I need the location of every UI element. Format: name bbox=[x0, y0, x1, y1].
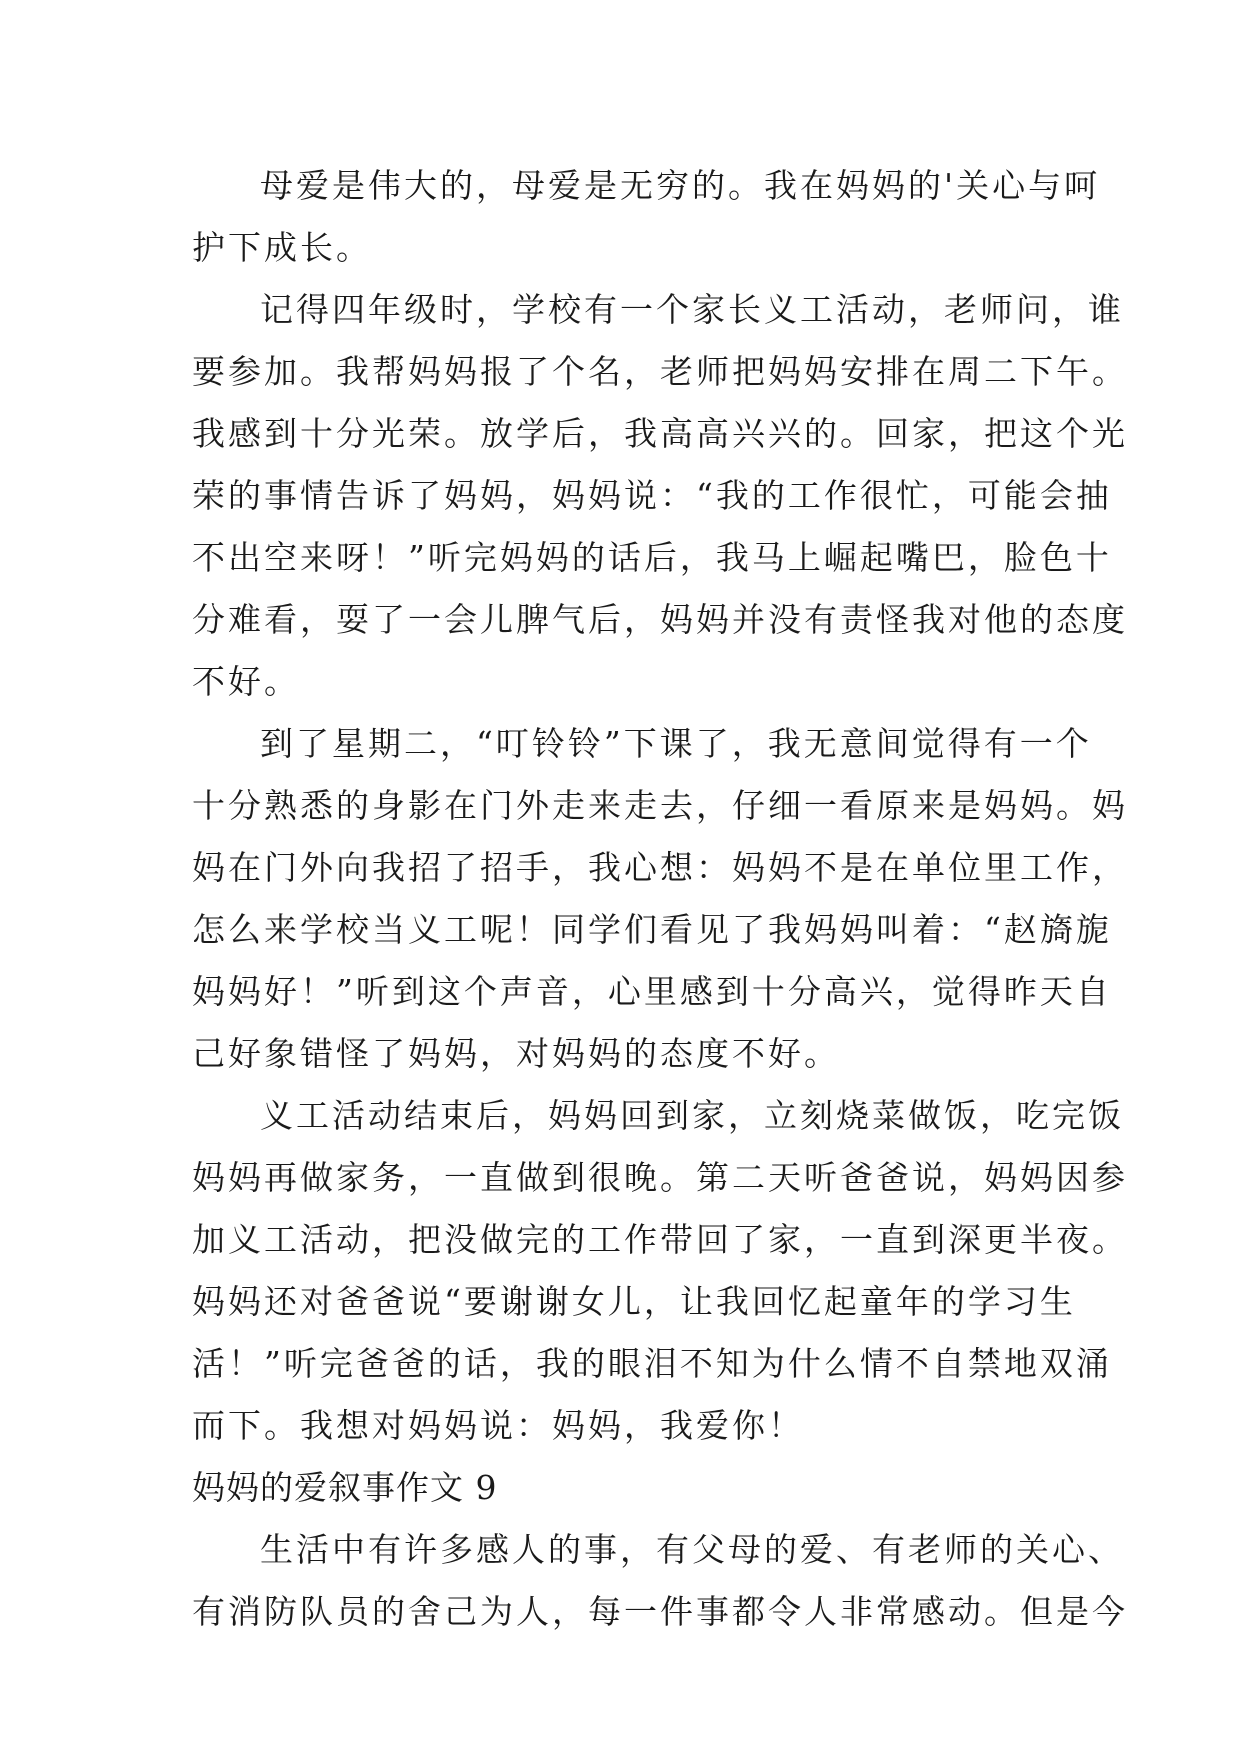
paragraph-line: 生活中有许多感人的事，有父母的爱、有老师的关心、 bbox=[260, 1530, 1124, 1569]
paragraph-line: 到了星期二，“叮铃铃”下课了，我无意间觉得有一个 bbox=[260, 724, 1092, 763]
paragraph-line: 护下成长。 bbox=[192, 228, 372, 267]
paragraph-line: 有消防队员的舍己为人，每一件事都令人非常感动。但是今 bbox=[192, 1592, 1128, 1631]
paragraph-line: 妈妈再做家务，一直做到很晚。第二天听爸爸说，妈妈因参 bbox=[192, 1158, 1128, 1197]
paragraph-line: 不出空来呀！”听完妈妈的话后，我马上崛起嘴巴，脸色十 bbox=[192, 538, 1112, 577]
paragraph-line: 十分熟悉的身影在门外走来走去，仔细一看原来是妈妈。妈 bbox=[192, 786, 1128, 825]
paragraph-line: 妈妈还对爸爸说“要谢谢女儿，让我回忆起童年的学习生 bbox=[192, 1282, 1076, 1321]
paragraph-line: 活！”听完爸爸的话，我的眼泪不知为什么情不自禁地双涌 bbox=[192, 1344, 1112, 1383]
paragraph-line: 而下。我想对妈妈说：妈妈，我爱你！ bbox=[192, 1406, 804, 1445]
paragraph-line: 怎么来学校当义工呢！同学们看见了我妈妈叫着：“赵旖旎 bbox=[192, 910, 1112, 949]
paragraph-line: 母爱是伟大的，母爱是无穷的。我在妈妈的'关心与呵 bbox=[260, 166, 1101, 205]
document-body bbox=[192, 155, 1128, 1643]
paragraph-line: 己好象错怪了妈妈，对妈妈的态度不好。 bbox=[192, 1034, 840, 1073]
paragraph-line: 要参加。我帮妈妈报了个名，老师把妈妈安排在周二下午。 bbox=[192, 352, 1128, 391]
paragraph-line: 妈妈好！”听到这个声音，心里感到十分高兴，觉得昨天自 bbox=[192, 972, 1112, 1011]
paragraph-line: 妈在门外向我招了招手，我心想：妈妈不是在单位里工作， bbox=[192, 848, 1128, 887]
paragraph-line: 义工活动结束后，妈妈回到家，立刻烧菜做饭，吃完饭 bbox=[260, 1096, 1124, 1135]
paragraph-line: 加义工活动，把没做完的工作带回了家，一直到深更半夜。 bbox=[192, 1220, 1128, 1259]
paragraph-line: 我感到十分光荣。放学后，我高高兴兴的。回家，把这个光 bbox=[192, 414, 1128, 453]
paragraph-line: 荣的事情告诉了妈妈，妈妈说：“我的工作很忙，可能会抽 bbox=[192, 476, 1112, 515]
section-heading: 妈妈的爱叙事作文 9 bbox=[192, 1468, 498, 1507]
paragraph-line: 不好。 bbox=[192, 662, 300, 701]
paragraph-line: 分难看，耍了一会儿脾气后，妈妈并没有责怪我对他的态度 bbox=[192, 600, 1128, 639]
paragraph-line: 记得四年级时，学校有一个家长义工活动，老师问，谁 bbox=[260, 290, 1124, 329]
